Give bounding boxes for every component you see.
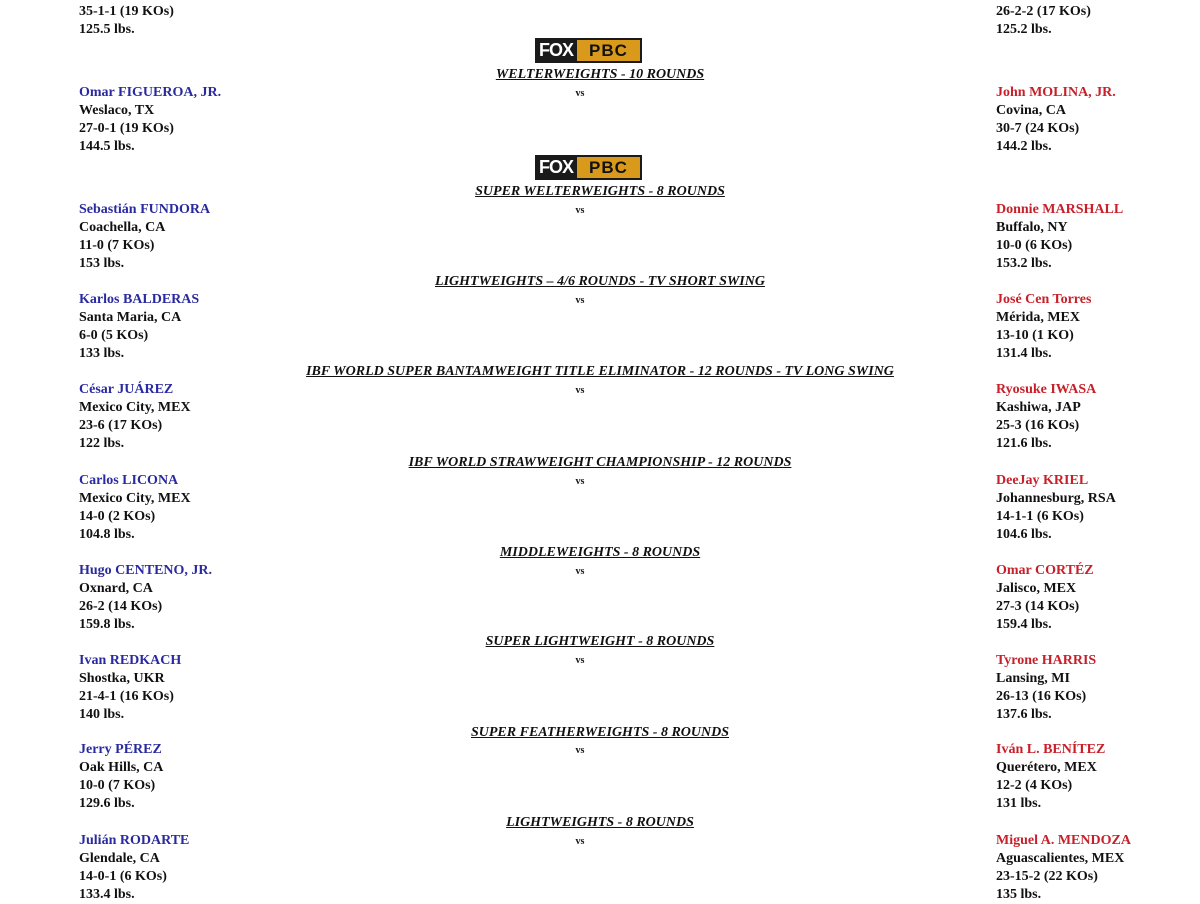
fighter-hometown: Oxnard, CA <box>79 581 153 596</box>
fighter-weight: 153.2 lbs. <box>996 256 1052 271</box>
fighter-right <box>996 741 1105 813</box>
fighter-weight: 137.6 lbs. <box>996 707 1052 722</box>
fighter-weight: 159.8 lbs. <box>79 617 135 632</box>
fighter-left <box>79 291 199 363</box>
bout-title: SUPER WELTERWEIGHTS - 8 ROUNDS <box>475 184 725 199</box>
fighter-name: Ryosuke IWASA <box>996 382 1097 397</box>
fighter-record: 23-15-2 (22 KOs) <box>996 869 1098 884</box>
bout-title: WELTERWEIGHTS - 10 ROUNDS <box>495 67 705 82</box>
fighter-weight: 153 lbs. <box>79 256 125 271</box>
fighter-name: Karlos BALDERAS <box>79 292 200 307</box>
bout-title: IBF WORLD SUPER BANTAMWEIGHT TITLE ELIMINATOR - 12 ROUNDS - TV LONG SWING <box>306 364 894 379</box>
fox-logo-part: FOX <box>535 155 577 180</box>
fighter-record: 14-0-1 (6 KOs) <box>79 869 167 884</box>
fighter-weight: 131.4 lbs. <box>996 346 1052 361</box>
fighter-left <box>79 381 191 453</box>
fighter-weight: 133.4 lbs. <box>79 887 135 902</box>
fighter-record: 12-2 (4 KOs) <box>996 778 1073 793</box>
fighter-hometown: Weslaco, TX <box>79 103 155 118</box>
fighter-hometown: Aguascalientes, MEX <box>996 851 1125 866</box>
fighter-right <box>996 84 1116 156</box>
fighter-record: 26-2 (14 KOs) <box>79 599 163 614</box>
fighter-right <box>996 652 1096 724</box>
bout-title: SUPER FEATHERWEIGHTS - 8 ROUNDS <box>470 725 730 740</box>
vs-label: vs <box>575 566 585 577</box>
vs-label: vs <box>575 655 585 666</box>
vs-label: vs <box>575 88 585 99</box>
fighter-weight: 133 lbs. <box>79 346 125 361</box>
fighter-weight: 140 lbs. <box>79 707 125 722</box>
vs-label: vs <box>575 745 585 756</box>
fighter-weight: 125.5 lbs. <box>79 22 135 37</box>
fighter-name: Omar CORTÉZ <box>996 563 1094 578</box>
fighter-left <box>79 562 212 634</box>
fighter-name: Donnie MARSHALL <box>996 202 1124 217</box>
fighter-left <box>79 201 210 273</box>
fighter-record: 6-0 (5 KOs) <box>79 328 149 343</box>
fighter-record: 21-4-1 (16 KOs) <box>79 689 174 704</box>
bout-title: IBF WORLD STRAWWEIGHT CHAMPIONSHIP - 12 ROUNDS <box>408 455 792 470</box>
fighter-weight: 125.2 lbs. <box>996 22 1052 37</box>
fighter-name: Jerry PÉREZ <box>79 742 162 757</box>
fighter-name: Iván L. BENÍTEZ <box>996 742 1106 757</box>
fox-pbc-logo <box>535 38 642 63</box>
pbc-logo-part: PBC <box>577 155 642 180</box>
fighter-hometown: Coachella, CA <box>79 220 166 235</box>
bout-title: SUPER LIGHTWEIGHT - 8 ROUNDS <box>485 634 715 649</box>
fighter-name: César JUÁREZ <box>79 382 174 397</box>
fighter-left <box>79 741 163 813</box>
fighter-weight: 135 lbs. <box>996 887 1042 902</box>
fighter-weight: 159.4 lbs. <box>996 617 1052 632</box>
fighter-name: DeeJay KRIEL <box>996 473 1089 488</box>
fighter-name: Hugo CENTENO, JR. <box>79 563 213 578</box>
fighter-weight: 144.2 lbs. <box>996 139 1052 154</box>
top-right-fighter <box>996 3 1091 39</box>
fighter-name: Omar FIGUEROA, JR. <box>79 85 222 100</box>
vs-label: vs <box>575 836 585 847</box>
fighter-hometown: Covina, CA <box>996 103 1067 118</box>
vs-label: vs <box>575 385 585 396</box>
fighter-name: Carlos LICONA <box>79 473 179 488</box>
fighter-hometown: Santa Maria, CA <box>79 310 182 325</box>
fighter-hometown: Jalisco, MEX <box>996 581 1077 596</box>
fighter-weight: 122 lbs. <box>79 436 125 451</box>
fighter-weight: 104.8 lbs. <box>79 527 135 542</box>
fighter-record: 10-0 (6 KOs) <box>996 238 1073 253</box>
fighter-hometown: Mérida, MEX <box>996 310 1080 325</box>
fighter-weight: 129.6 lbs. <box>79 796 135 811</box>
fighter-record: 14-0 (2 KOs) <box>79 509 156 524</box>
fighter-left <box>79 832 189 904</box>
fighter-left <box>79 652 181 724</box>
fighter-right <box>996 381 1096 453</box>
fighter-left <box>79 84 221 156</box>
fighter-hometown: Johannesburg, RSA <box>996 491 1116 506</box>
fighter-record: 26-13 (16 KOs) <box>996 689 1087 704</box>
fighter-right <box>996 291 1091 363</box>
fighter-weight: 131 lbs. <box>996 796 1042 811</box>
fighter-name: Tyrone HARRIS <box>996 653 1097 668</box>
fighter-hometown: Kashiwa, JAP <box>996 400 1081 415</box>
fighter-name: Miguel A. MENDOZA <box>996 833 1131 848</box>
vs-label: vs <box>575 295 585 306</box>
fighter-weight: 144.5 lbs. <box>79 139 135 154</box>
fighter-record: 35-1-1 (19 KOs) <box>79 4 174 19</box>
fighter-right <box>996 472 1116 544</box>
fighter-hometown: Buffalo, NY <box>996 220 1068 235</box>
fighter-record: 10-0 (7 KOs) <box>79 778 156 793</box>
bout-title: MIDDLEWEIGHTS - 8 ROUNDS <box>499 545 701 560</box>
fox-pbc-logo <box>535 155 642 180</box>
fighter-record: 25-3 (16 KOs) <box>996 418 1080 433</box>
fighter-weight: 104.6 lbs. <box>996 527 1052 542</box>
fighter-hometown: Mexico City, MEX <box>79 400 191 415</box>
fighter-name: Julián RODARTE <box>79 833 190 848</box>
fighter-hometown: Oak Hills, CA <box>79 760 164 775</box>
fighter-hometown: Shostka, UKR <box>79 671 165 686</box>
pbc-logo-part: PBC <box>577 38 642 63</box>
fighter-hometown: Mexico City, MEX <box>79 491 191 506</box>
fighter-record: 27-3 (14 KOs) <box>996 599 1080 614</box>
fighter-left <box>79 472 191 544</box>
fighter-name: Ivan REDKACH <box>79 653 182 668</box>
fox-logo-part: FOX <box>535 38 577 63</box>
bout-title: LIGHTWEIGHTS – 4/6 ROUNDS - TV SHORT SWING <box>435 274 765 289</box>
fighter-right <box>996 832 1131 904</box>
fighter-right <box>996 562 1094 634</box>
vs-label: vs <box>575 205 585 216</box>
fighter-record: 14-1-1 (6 KOs) <box>996 509 1084 524</box>
fighter-name: Sebastián FUNDORA <box>79 202 211 217</box>
vs-label: vs <box>575 476 585 487</box>
fighter-name: John MOLINA, JR. <box>996 85 1116 100</box>
fighter-record: 27-0-1 (19 KOs) <box>79 121 174 136</box>
fighter-right <box>996 201 1123 273</box>
fighter-record: 13-10 (1 KO) <box>996 328 1074 343</box>
fighter-record: 30-7 (24 KOs) <box>996 121 1080 136</box>
fighter-record: 23-6 (17 KOs) <box>79 418 163 433</box>
fighter-hometown: Glendale, CA <box>79 851 160 866</box>
top-left-fighter <box>79 3 174 39</box>
bout-title: LIGHTWEIGHTS - 8 ROUNDS <box>506 815 694 830</box>
fighter-hometown: Lansing, MI <box>996 671 1070 686</box>
fighter-name: José Cen Torres <box>996 292 1092 307</box>
fighter-record: 11-0 (7 KOs) <box>79 238 155 253</box>
fighter-weight: 121.6 lbs. <box>996 436 1052 451</box>
fighter-record: 26-2-2 (17 KOs) <box>996 4 1091 19</box>
fighter-hometown: Querétero, MEX <box>996 760 1097 775</box>
